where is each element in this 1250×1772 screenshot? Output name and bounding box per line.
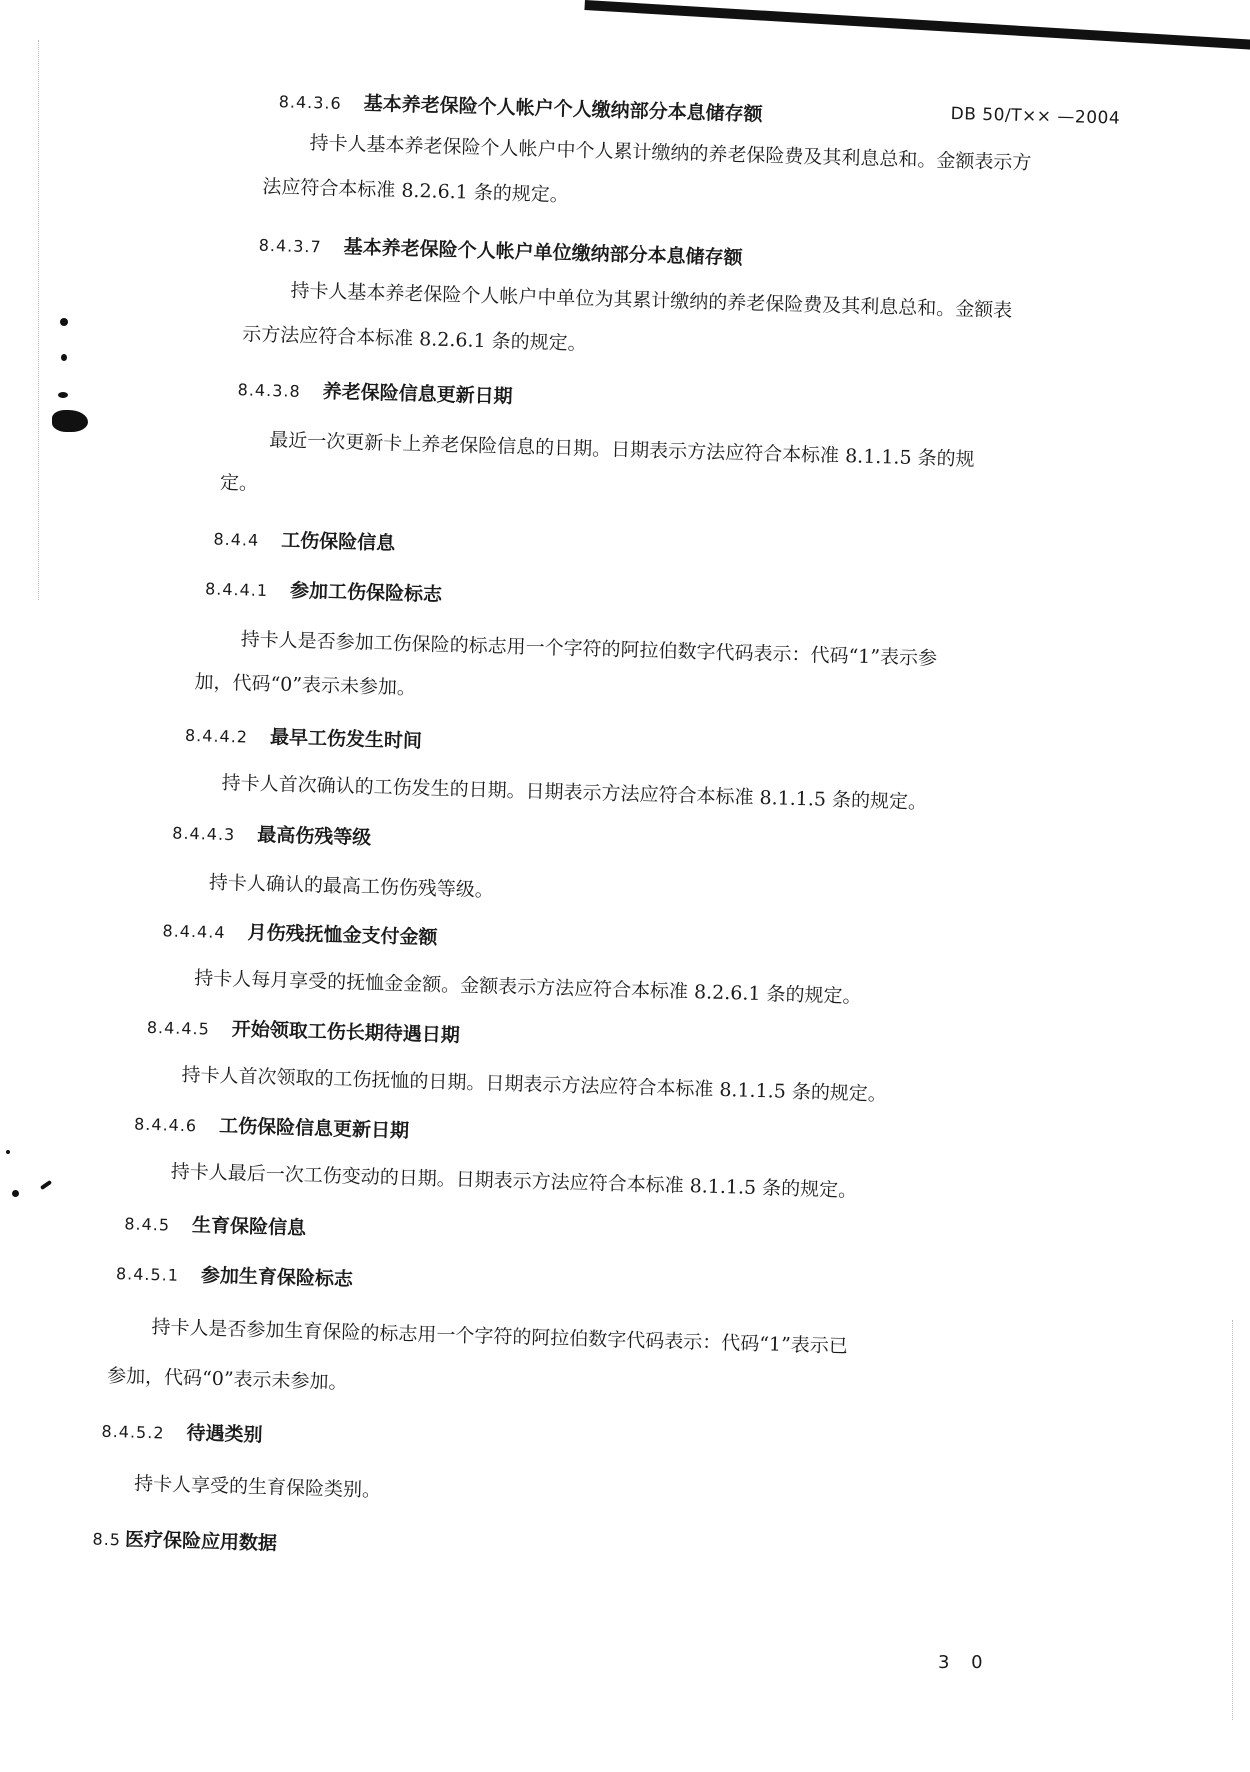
section-title: 月伤残抚恤金支付金额 <box>247 921 438 949</box>
section-heading <box>172 817 372 850</box>
section-heading <box>101 1416 263 1447</box>
section-number: 8.4.3.8 <box>237 380 301 401</box>
section-title: 医疗保险应用数据 <box>124 1528 278 1555</box>
section-title: 待遇类别 <box>186 1422 263 1447</box>
section-title: 基本养老保险个人帐户个人缴纳部分本息储存额 <box>363 92 763 126</box>
section-title: 开始领取工伤长期待遇日期 <box>231 1018 461 1047</box>
page-number: 3 0 <box>938 1652 991 1673</box>
paragraph-line: 持卡人基本养老保险个人帐户中单位为其累计缴纳的养老保险费及其利息总和。金额表 <box>290 279 1013 322</box>
paragraph-line: 持卡人基本养老保险个人帐户中个人累计缴纳的养老保险费及其利息总和。金额表示方 <box>309 132 1032 175</box>
paragraph-line: 持卡人每月享受的抚恤金金额。金额表示方法应符合本标准 8.2.6.1 条的规定。 <box>193 967 862 1008</box>
section-heading <box>258 230 743 271</box>
section-heading <box>278 86 763 127</box>
paragraph-line: 持卡人是否参加工伤保险的标志用一个字符的阿拉伯数字代码表示：代码“1”表示参 <box>240 628 938 670</box>
section-number: 8.4.4.4 <box>162 921 226 943</box>
section-heading <box>205 573 443 607</box>
section-number: 8.4.4 <box>213 529 260 550</box>
paragraph-line: 法应符合本标准 8.2.6.1 条的规定。 <box>262 175 570 207</box>
section-heading <box>124 1208 306 1240</box>
section-number: 8.4.4.6 <box>133 1114 198 1136</box>
document-code: DB 50/T×× —2004 <box>950 103 1121 129</box>
section-heading <box>162 915 438 950</box>
paragraph-line: 加，代码“0”表示未参加。 <box>194 671 417 700</box>
section-title: 工伤保险信息更新日期 <box>218 1114 410 1143</box>
paragraph-line: 持卡人首次确认的工伤发生的日期。日期表示方法应符合本标准 8.1.1.5 条的规定。 <box>221 771 928 814</box>
section-title: 工伤保险信息 <box>280 529 396 555</box>
paragraph-line: 持卡人享受的生育保险类别。 <box>133 1472 382 1502</box>
section-heading <box>237 374 513 409</box>
paragraph-line: 持卡人首次领取的工伤抚恤的日期。日期表示方法应符合本标准 8.1.1.5 条的规定。 <box>181 1063 888 1106</box>
paragraph-line: 持卡人确认的最高工伤伤残等级。 <box>208 871 495 902</box>
paragraph-line: 持卡人是否参加生育保险的标志用一个字符的阿拉伯数字代码表示：代码“1”表示已 <box>151 1316 849 1358</box>
section-heading <box>134 1109 410 1144</box>
section-number: 8.5 <box>92 1529 122 1550</box>
section-heading <box>92 1524 277 1556</box>
paragraph-line: 持卡人最后一次工伤变动的日期。日期表示方法应符合本标准 8.1.1.5 条的规定。 <box>170 1160 858 1202</box>
section-title: 养老保险信息更新日期 <box>322 380 513 408</box>
section-number: 8.4.5 <box>124 1214 171 1235</box>
section-title: 最高伤残等级 <box>256 823 372 850</box>
section-title: 参加生育保险标志 <box>200 1264 354 1291</box>
section-heading <box>147 1012 461 1048</box>
section-heading <box>185 720 423 754</box>
section-number: 8.4.5.1 <box>115 1264 180 1285</box>
section-number: 8.4.4.2 <box>184 725 249 747</box>
section-title: 基本养老保险个人帐户单位缴纳部分本息储存额 <box>343 236 743 270</box>
section-number: 8.4.3.6 <box>278 92 342 113</box>
section-number: 8.4.4.5 <box>146 1017 211 1039</box>
paragraph-line: 参加，代码“0”表示未参加。 <box>106 1364 348 1394</box>
paragraph-line: 定。 <box>219 471 259 495</box>
section-heading <box>116 1258 354 1292</box>
section-title: 生育保险信息 <box>191 1214 307 1240</box>
section-number: 8.4.3.7 <box>258 235 322 257</box>
section-number: 8.4.4.1 <box>204 579 269 601</box>
section-heading <box>213 524 395 556</box>
paragraph-line: 最近一次更新卡上养老保险信息的日期。日期表示方法应符合本标准 8.1.1.5 条的规 <box>269 429 975 471</box>
section-title: 参加工伤保险标志 <box>289 579 443 606</box>
section-number: 8.4.4.3 <box>172 823 236 845</box>
paragraph-line: 示方法应符合本标准 8.2.6.1 条的规定。 <box>241 323 587 355</box>
section-title: 最早工伤发生时间 <box>269 726 423 753</box>
section-number: 8.4.5.2 <box>101 1421 165 1443</box>
